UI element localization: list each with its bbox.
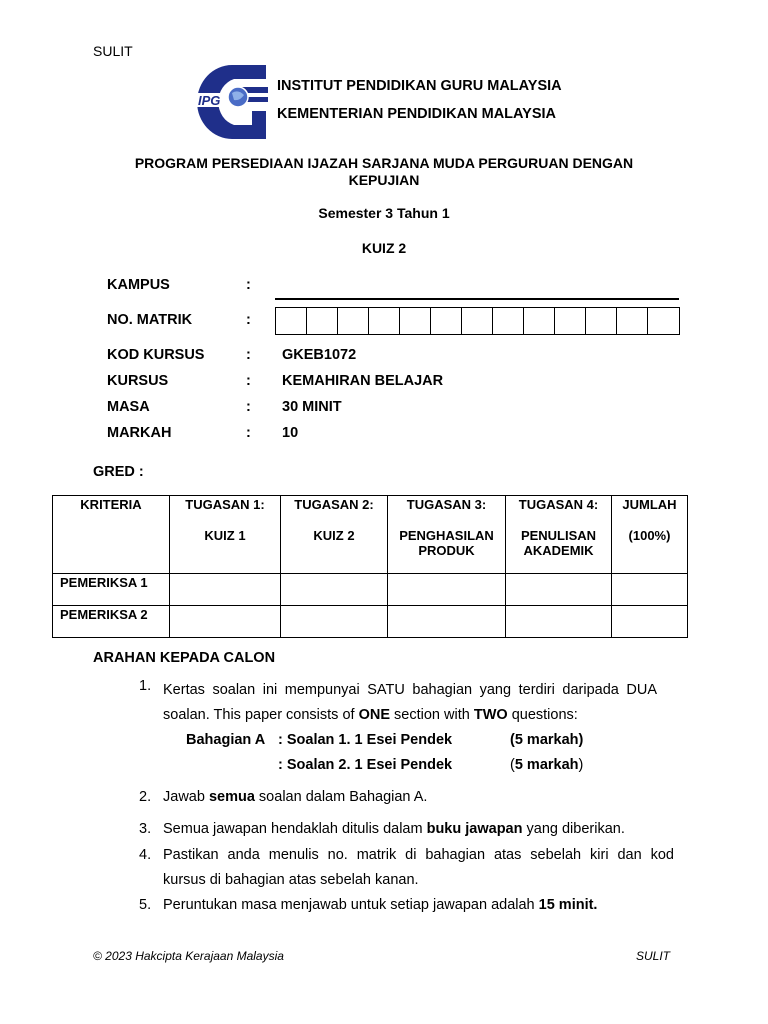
kod-kursus-colon: : <box>246 347 251 363</box>
matrik-box[interactable] <box>338 308 369 334</box>
row-label: PEMERIKSA 1 <box>53 574 170 606</box>
gred-label: GRED : <box>93 464 144 480</box>
grade-table <box>52 495 688 638</box>
instruction-3: Semua jawapan hendaklah ditulis dalam buku jawapan yang diberikan. <box>163 821 625 837</box>
kod-kursus-value: GKEB1072 <box>282 347 357 363</box>
instruction-5: Peruntukan masa menjawab untuk setiap jawapan adalah 15 minit. <box>163 897 598 913</box>
header-kriteria: KRITERIA <box>53 496 170 574</box>
sulit-top-label: SULIT <box>93 43 133 59</box>
kursus-label: KURSUS <box>107 373 169 389</box>
instruction-number: 2. <box>139 789 152 805</box>
instruction-number: 3. <box>139 821 152 837</box>
matrik-box[interactable] <box>524 308 555 334</box>
soalan-1-marks: (5 markah) <box>510 732 584 748</box>
kursus-value: KEMAHIRAN BELAJAR <box>282 373 444 389</box>
masa-value: 30 MINIT <box>282 399 342 415</box>
instruction-4: Pastikan anda menulis no. matrik di bahagian atas sebelah kiri dan kod kursus di bahagian atas sebelah kanan. <box>163 847 674 888</box>
footer-copyright: © 2023 Hakcipta Kerajaan Malaysia <box>93 949 284 963</box>
instructions-title: ARAHAN KEPADA CALON <box>93 650 276 666</box>
soalan-2-marks: (5 markah) <box>510 757 584 773</box>
grade-cell[interactable] <box>612 574 688 606</box>
matrik-box[interactable] <box>586 308 617 334</box>
semester-label: Semester 3 Tahun 1 <box>318 205 450 221</box>
table-row <box>53 606 688 638</box>
instruction-number: 1. <box>139 678 152 694</box>
header-tugasan-3: TUGASAN 3: PENGHASILAN PRODUK <box>388 496 506 574</box>
grade-cell[interactable] <box>506 574 612 606</box>
program-title: PROGRAM PERSEDIAAN IJAZAH SARJANA MUDA PERGURUAN DENGAN KEPUJIAN <box>134 155 634 188</box>
matrik-box[interactable] <box>276 308 307 334</box>
header-tugasan-4: TUGASAN 4: PENULISAN AKADEMIK <box>506 496 612 574</box>
instruction-1: Kertas soalan ini mempunyai SATU bahagian yang terdiri daripada DUA soalan. This paper consists of ONE section with TWO questions: <box>163 682 657 723</box>
masa-colon: : <box>246 399 251 415</box>
markah-label: MARKAH <box>107 425 172 441</box>
kod-kursus-label: KOD KURSUS <box>107 347 205 363</box>
instruction-2: Jawab semua soalan dalam Bahagian A. <box>163 789 428 805</box>
header-jumlah: JUMLAH (100%) <box>612 496 688 574</box>
matrik-box[interactable] <box>493 308 524 334</box>
institute-name: INSTITUT PENDIDIKAN GURU MALAYSIA <box>277 78 562 94</box>
kampus-input-line[interactable] <box>275 298 679 300</box>
grade-cell[interactable] <box>506 606 612 638</box>
table-row <box>53 574 688 606</box>
ministry-name: KEMENTERIAN PENDIDIKAN MALAYSIA <box>277 106 557 122</box>
matrik-box[interactable] <box>431 308 462 334</box>
matrik-colon: : <box>246 312 251 328</box>
masa-label: MASA <box>107 399 150 415</box>
matrik-label: NO. MATRIK <box>107 312 193 328</box>
markah-colon: : <box>246 425 251 441</box>
soalan-1: : Soalan 1. 1 Esei Pendek <box>278 732 453 748</box>
matrik-input-boxes[interactable] <box>275 307 680 335</box>
quiz-title: KUIZ 2 <box>361 240 407 256</box>
grade-cell[interactable] <box>281 574 388 606</box>
instruction-number: 5. <box>139 897 152 913</box>
kampus-colon: : <box>246 277 251 293</box>
grade-cell[interactable] <box>388 606 506 638</box>
grade-cell[interactable] <box>281 606 388 638</box>
header-tugasan-2: TUGASAN 2: KUIZ 2 <box>281 496 388 574</box>
kampus-label: KAMPUS <box>107 277 170 293</box>
kursus-colon: : <box>246 373 251 389</box>
bahagian-label: Bahagian A <box>186 732 266 748</box>
matrik-box[interactable] <box>462 308 493 334</box>
row-label: PEMERIKSA 2 <box>53 606 170 638</box>
matrik-box[interactable] <box>307 308 338 334</box>
soalan-2: : Soalan 2. 1 Esei Pendek <box>278 757 453 773</box>
grade-cell[interactable] <box>612 606 688 638</box>
matrik-box[interactable] <box>648 308 679 334</box>
grade-cell[interactable] <box>170 574 281 606</box>
matrik-box[interactable] <box>400 308 431 334</box>
grade-cell[interactable] <box>388 574 506 606</box>
matrik-box[interactable] <box>555 308 586 334</box>
ipg-logo <box>196 63 268 141</box>
matrik-box[interactable] <box>617 308 648 334</box>
grade-header-row <box>53 496 688 574</box>
header-tugasan-1: TUGASAN 1: KUIZ 1 <box>170 496 281 574</box>
markah-value: 10 <box>282 425 299 441</box>
instruction-number: 4. <box>139 847 152 863</box>
matrik-box[interactable] <box>369 308 400 334</box>
footer-sulit: SULIT <box>636 949 671 963</box>
grade-cell[interactable] <box>170 606 281 638</box>
svg-text:IPG: IPG <box>198 93 221 108</box>
